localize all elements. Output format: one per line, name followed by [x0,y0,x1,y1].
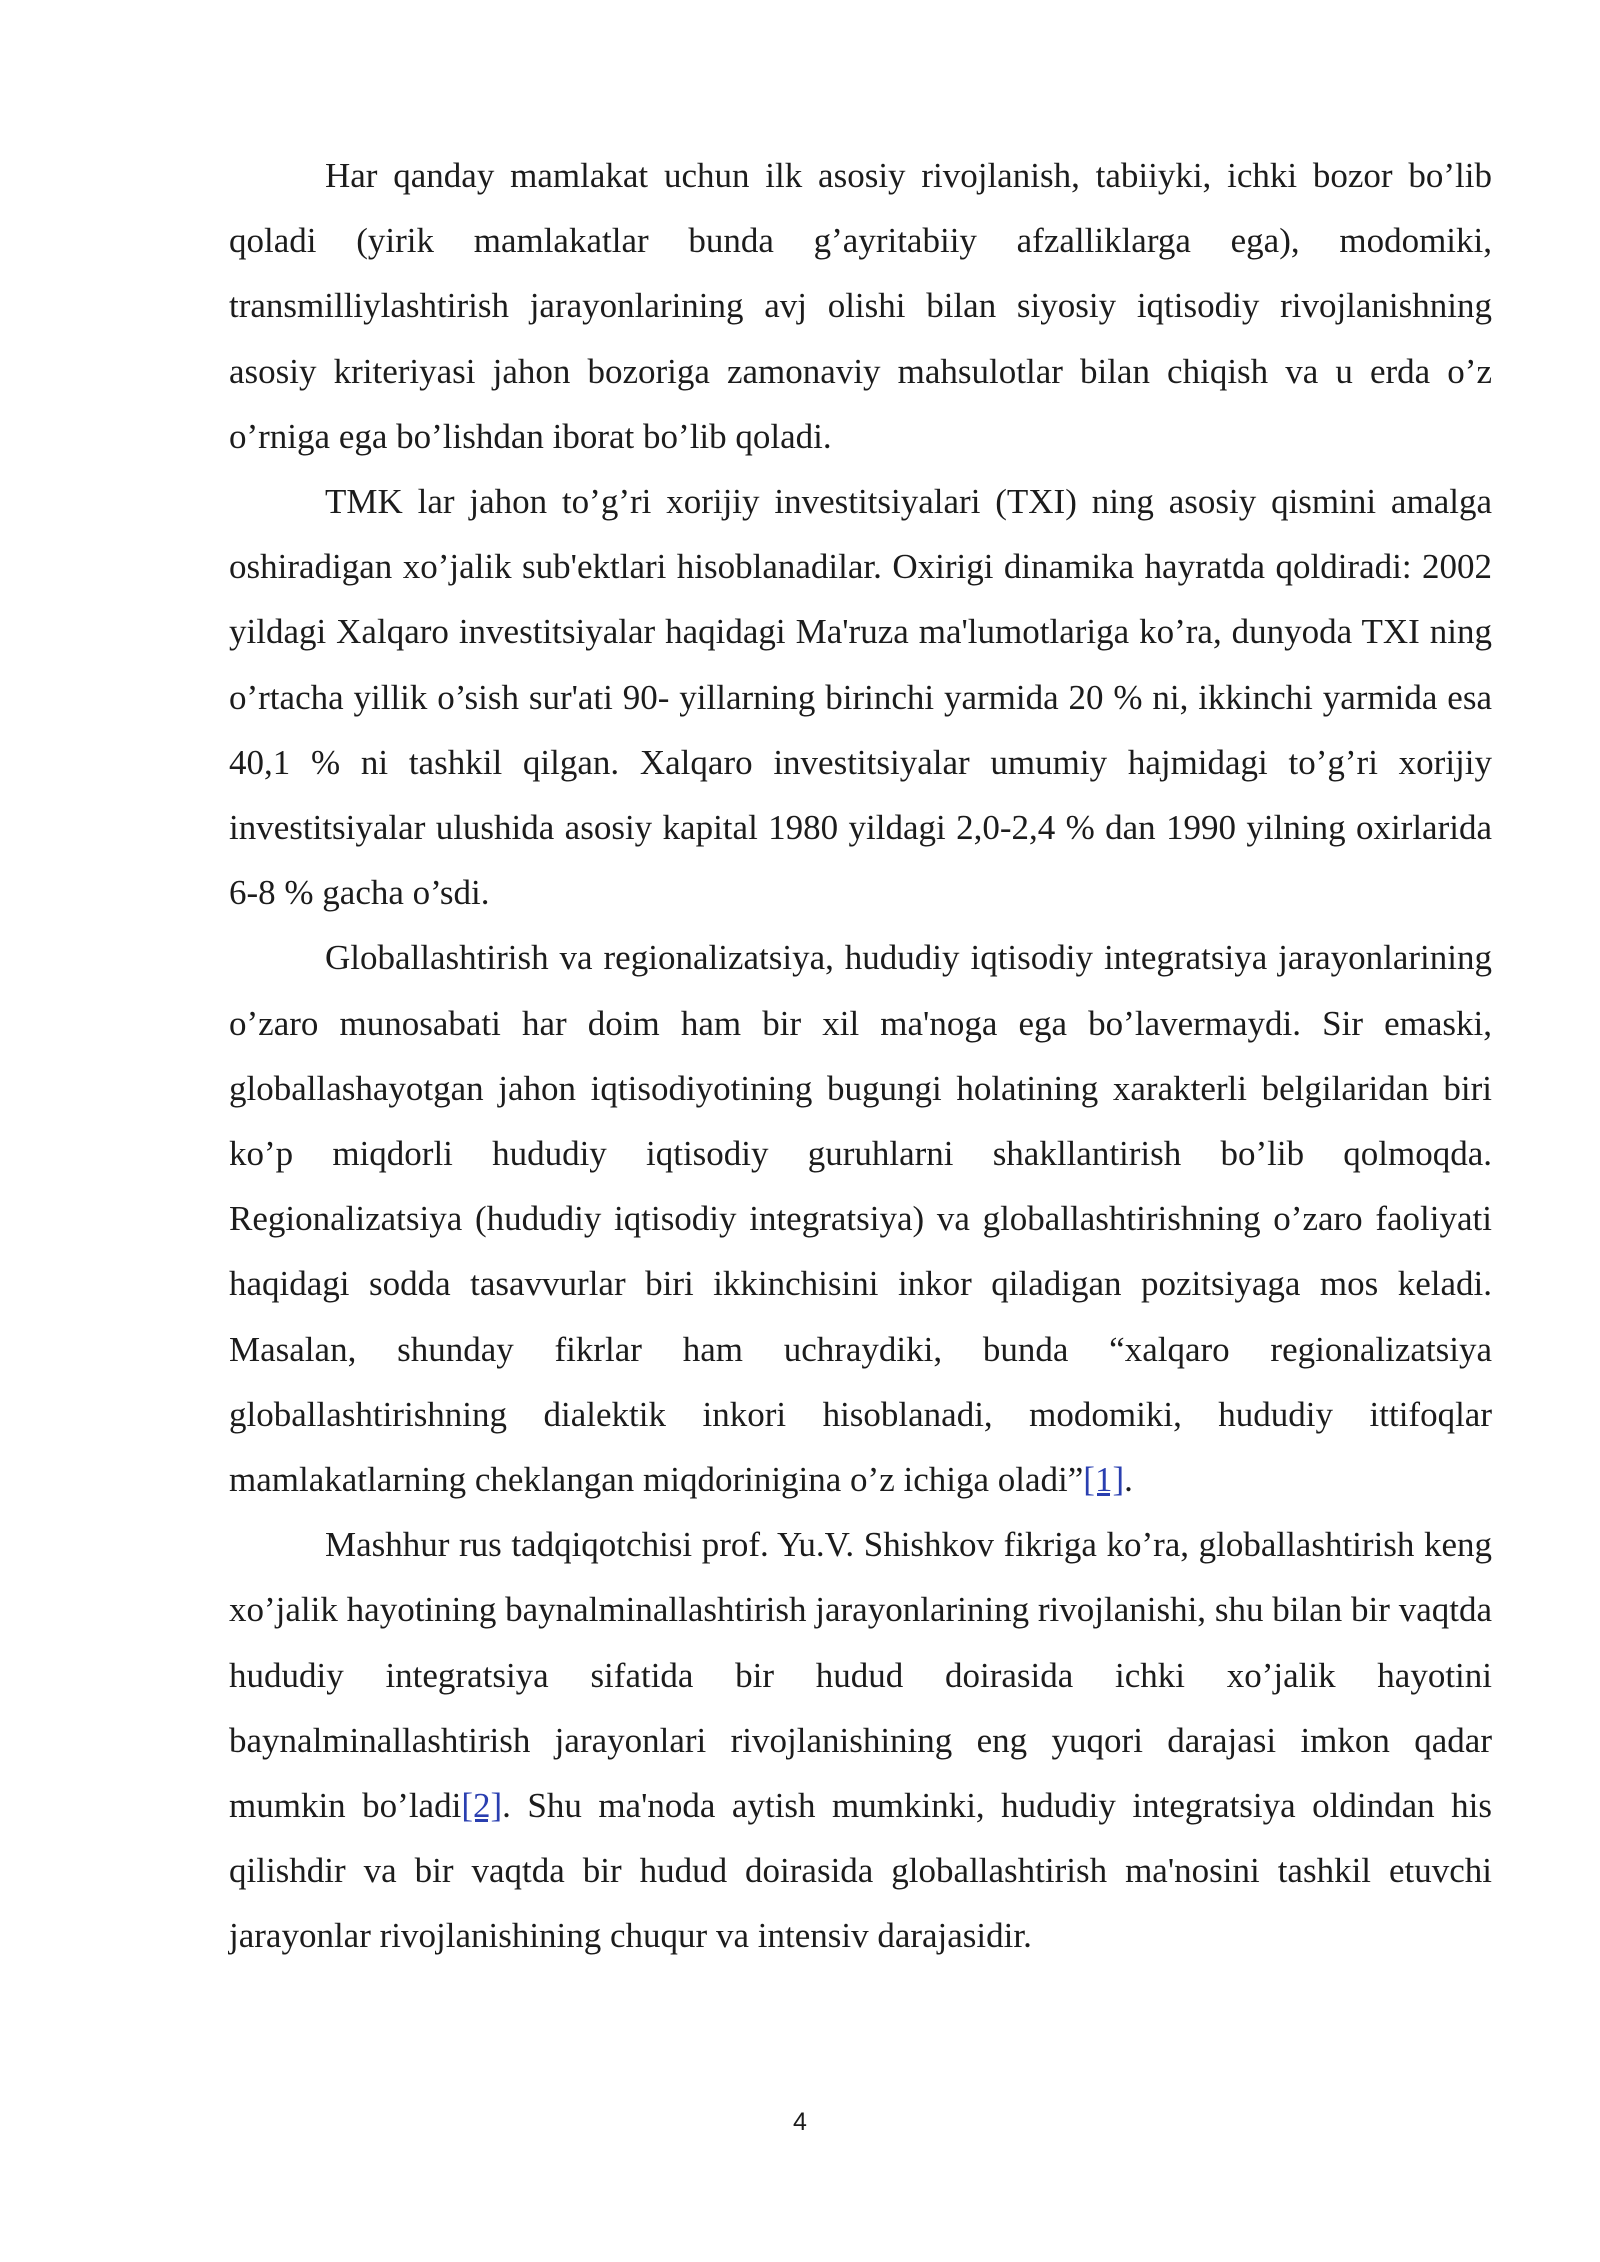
paragraph-2: TMK lar jahon to’g’ri xorijiy investitsiyalari (TXI) ning asosiy qismini amalga oshiradigan xo’jalik sub'ektlari hisoblanadilar. Oxirigi dinamika hayratda qoldiradi: 2002 yildagi Xalqaro investitsiyalar haqidagi Ma'ruza ma'lumotlariga ko’ra, dunyoda TXI ning o’rtacha yillik o’sish sur'ati 90- yillarning birinchi yarmida 20 % ni, ikkinchi yarmida esa 40,1 % ni tashkil qilgan. Xalqaro investitsiyalar umumiy hajmidagi to’g’ri xorijiy investitsiyalar ulushida asosiy kapital 1980 yildagi 2,0-2,4 % dan 1990 yilning oxirlarida 6-8 % gacha o’sdi. [229,482,1492,913]
paragraph-4-text-end: . Shu ma'noda aytish mumkinki, hududiy integratsiya oldindan his qilishdir va bir vaqtda bir hudud doirasida globallashtirish ma'nosini tashkil etuvchi jarayonlar rivojlanishining chuqur va intensiv darajasidir. [229,1786,1492,1956]
paragraph-3 [229,925,1492,1512]
document-body [229,143,1492,1969]
paragraph-4-text: Mashhur rus tadqiqotchisi prof. Yu.V. Shishkov fikriga ko’ra, globallashtirish keng xo’jalik hayotining baynalminallashtirish jarayonlarining rivojlanishi, shu bilan bir vaqtda hududiy integratsiya sifatida bir hudud doirasida ichki xo’jalik hayotini baynalminallashtirish jarayonlari rivojlanishining eng yuqori darajasi imkon qadar mumkin bo’ladi [229,1525,1492,1826]
paragraph-4 [229,1512,1492,1968]
paragraph-3-text: Globallashtirish va regionalizatsiya, hududiy iqtisodiy integratsiya jarayonlarining o’zaro munosabati har doim ham bir xil ma'noga ega bo’lavermaydi. Sir emaski, globallashayotgan jahon iqtisodiyotining bugungi holatining xarakterli belgilaridan biri ko’p miqdorli hududiy iqtisodiy guruhlarni shakllantirish bo’lib qolmoqda. Regionalizatsiya (hududiy iqtisodiy integratsiya) va globallashtirishning o’zaro faoliyati haqidagi sodda tasavvurlar biri ikkinchisini inkor qiladigan pozitsiyaga mos keladi. Masalan, shunday fikrlar ham uchraydiki, bunda “xalqaro regionalizatsiya globallashtirishning dialektik inkori hisoblanadi, modomiki, hududiy ittifoqlar mamlakatlarning cheklangan miqdorinigina o’z ichiga oladi” [229,938,1492,1500]
footnote-link-1[interactable]: [1] [1083,1460,1125,1500]
paragraph-1: Har qanday mamlakat uchun ilk asosiy rivojlanish, tabiiyki, ichki bozor bo’lib qoladi (yirik mamlakatlar bunda g’ayritabiiy afzalliklarga ega), modomiki, transmilliylashtirish jarayonlarining avj olishi bilan siyosiy iqtisodiy rivojlanishning asosiy kriteriyasi jahon bozoriga zamonaviy mahsulotlar bilan chiqish va u erda o’z o’rniga ega bo’lishdan iborat bo’lib qoladi. [229,156,1492,456]
paragraph-3-text-end: . [1124,1460,1133,1500]
page-number: 4 [793,2108,807,2136]
footnote-link-2[interactable]: [2] [461,1786,503,1826]
